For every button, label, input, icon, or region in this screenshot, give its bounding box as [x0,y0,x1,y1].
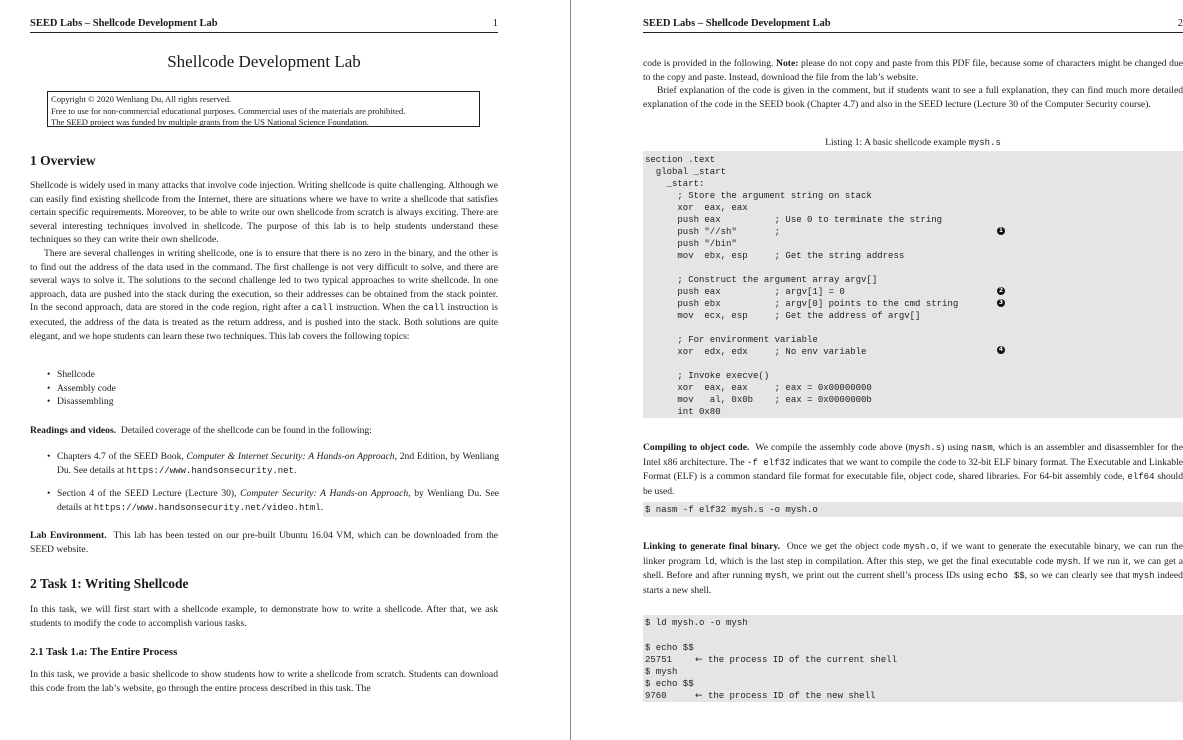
pdf-page-2 [572,0,1183,740]
terminal-line: 9760 [645,691,667,701]
overview-paragraph-1 [30,179,498,247]
marker-1-icon: 1 [998,227,1004,234]
code-listing [643,151,1183,418]
book-title: Computer & Internet Security: A Hands-on Approach [186,451,395,462]
code-line: push eax ; argv[1] = 0 [645,287,845,297]
list-item: • Assembly code [47,382,116,396]
paragraph-text: In this task, we will first start with a shellcode example, to demonstrate how to write a shellcode. After that, we ask students to modify the code to accomplish various tasks. [30,604,498,629]
book-title: Computer Security: A Hands-on Approach [240,488,409,500]
run-in-heading: Lab Environment. [30,530,107,541]
code-line: ; Construct the argument array argv[] [645,275,878,285]
code-line: int 0x80 [645,407,721,417]
note-label: Note: [776,58,799,69]
text: . If we run it, we can get a shell. Before and after running [643,555,1183,582]
caption-filename: mysh.s [968,138,1001,148]
text: indicates that we want to compile the code to 32-bit ELF binary format. The Executable and Linkable Format (ELF) is a common standard file format for executable file, object code, shared libraries. For 64-bit assembly code, [643,456,1183,483]
text: Once we get the object code [786,541,901,552]
code-line: xor edx, edx ; No env variable [645,347,867,357]
text: , which is the last step in compilation. After this step, we get the final executable code [714,555,1054,567]
url-link[interactable]: https://www.handsonsecurity.net/video.html [93,502,321,513]
terminal-line: $ echo $$ [645,679,694,689]
paragraph-text: Detailed coverage of the shellcode can be found in the following: [120,425,372,436]
list-item: • Section 4 of the SEED Lecture (Lecture 30), Computer Security: A Hands-on Approach, by Wenliang Du. See details at https://www.handsonsecurity.net/video.html. [47,487,499,515]
paragraph-text: Brief explanation of the code is given in the comment, but if students want to see a full explanation, they can find much more detailed explanation of the code in the SEED book (Chapter 4.7) and also in the SEED lecture (Lecture 30 of the Computer Security course). [643,85,1183,110]
code-line: ; For environment variable [645,335,818,345]
code-line: push eax ; Use 0 to terminate the string [645,215,943,225]
annotation-text: the process ID of the new shell [707,691,876,701]
page-number: 1 [492,18,498,29]
inline-code: echo $$ [986,571,1025,582]
text: , which is an assembler and disassembler for the Intel x86 architecture. The [643,442,1183,468]
marker-4-icon: 4 [998,346,1004,353]
pdf-page-1 [0,0,570,740]
text: , if we want to generate the executable binary, we can run the linker program [643,541,1183,567]
task1a-paragraph [30,668,498,695]
url-link[interactable]: https://www.handsonsecurity.net [126,465,294,476]
code-line: section .text [645,155,716,165]
inline-code: mysh [1132,571,1155,582]
subsection-heading-task1a: 2.1 Task 1.a: The Entire Process [30,646,178,658]
code-line: ; Invoke execve() [645,371,770,381]
run-in-heading: Linking to generate final binary. [643,541,781,552]
inline-code: call [422,303,445,314]
paragraph-text: There are several challenges in writing shellcode, one is to ensure that there is no zero in the binary, and the other is to find out the address of the data used in the command. The first challenge is not very difficult to solve, and there are several ways to solve it. The solutions to the second challenge led to two typical approaches to write shellcode. In one approach, data are pushed into the stack during the execution, so their addresses can be obtained from the stack pointer. In the second approach, data are stored in the code region, right after a [30,248,498,314]
list-item: • Chapters 4.7 of the SEED Book, Computer & Internet Security: A Hands-on Approach, 2nd Edition, by Wenliang Du. See details at https://www.handsonsecurity.net. [47,450,499,478]
terminal-line: 25751 [645,655,673,665]
text: ) using [941,442,969,453]
copyright-line: Copyright © 2020 Wenliang Du, All rights reserved. [51,94,232,104]
left-arrow-icon: ← [695,691,703,701]
annotation-text: the process ID of the current shell [707,655,897,665]
readings-list [47,450,499,515]
inline-code: mysh.o [903,542,937,552]
code-line: push "/bin" [645,239,737,249]
inline-code: mysh [765,571,787,582]
text: , 2nd Edition, by Wenliang Du. See details at [57,451,499,476]
text: , we print out the current shell’s process IDs using [786,570,984,582]
code-line: xor eax, eax [645,203,748,213]
terminal-annotation [695,690,875,702]
marker-2-icon: 2 [998,287,1004,294]
text: We compile the assembly code above ( [755,442,909,453]
text: , by Wenliang Du. See details at [57,488,499,513]
overview-paragraph-2 [30,247,498,343]
code-line: global _start [645,167,727,177]
code-line: _start: [645,179,705,189]
code-line: mov al, 0x0b ; eax = 0x0000000b [645,395,872,405]
text: , so we can clearly see that [1024,570,1131,582]
terminal-line: $ mysh [645,667,678,677]
run-in-heading: Readings and videos. [30,425,117,436]
page-divider [570,0,571,740]
text: should be used. [643,471,1183,497]
paragraph-text: In this task, we provide a basic shellcode to show students how to write a shellcode from scratch. Students can download this code from the lab’s website, go through the entire process described in this task. The [30,669,498,694]
page-header [30,18,498,33]
code-line: push ebx ; argv[0] points to the cmd string [645,299,959,309]
inline-code: mysh.s [908,443,942,453]
section-heading-overview: 1 Overview [30,153,96,168]
text: Section 4 of the SEED Lecture (Lecture 30), [57,488,237,500]
paragraph-text: Shellcode is widely used in many attacks that involve code injection. Writing shellcode is quite challenging. Although we can easily find existing shellcode from the Internet, there are situations where we have to write a shellcode that satisfies certain specific requirements. Moreover, to be able to write our own shellcode from scratch is always exciting. There are several interesting techniques involved in shellcode. The purpose of this lab is to help students understand these techniques so they can write their own shellcode. [30,180,498,246]
document-title: Shellcode Development Lab [167,52,361,71]
paragraph-text: instruction is executed, the address of the data is treated as the return address, and is pushed into the stack. Both solutions are quite elegant, and we hope students can learn these two techniques. This lab covers the following topics: [30,302,498,342]
run-in-heading: Compiling to object code. [643,442,750,453]
inline-code: ld [703,556,715,567]
code-line: xor eax, eax ; eax = 0x00000000 [645,383,872,393]
terminal-annotation [695,654,897,666]
inline-code: nasm [971,443,993,453]
paragraph-text: code is provided in the following. [643,58,774,69]
code-line: push "//sh" ; [645,227,781,237]
intro-paragraph-2 [643,84,1183,111]
intro-paragraph-1 [643,57,1183,84]
command-block [643,502,1183,517]
paragraph-text: instruction. When the [335,302,420,314]
paragraph-text: This lab has been tested on our pre-built Ubuntu 16.04 VM, which can be downloaded from the SEED website. [30,530,499,555]
lab-environment-paragraph [30,529,498,556]
task1-paragraph [30,603,498,630]
paragraph-text: please do not copy and paste from this PDF file, because some of characters might be changed due to the copy and paste. Instead, download the file from the lab’s website. [643,58,1183,83]
terminal-block [643,615,1183,702]
caption-text: Listing 1: A basic shellcode example [825,137,967,148]
command-line: $ ld mysh.o -o mysh [645,618,748,628]
text: indeed starts a new shell. [643,570,1183,596]
text: Chapters 4.7 of the SEED Book, [57,451,184,462]
marker-3-icon: 3 [998,299,1004,306]
inline-code: elf64 [1127,472,1155,483]
header-title: SEED Labs – Shellcode Development Lab [30,18,218,29]
section-heading-task1: 2 Task 1: Writing Shellcode [30,576,189,591]
terminal-line: $ echo $$ [645,643,694,653]
page-header [643,18,1183,33]
command-line: $ nasm -f elf32 mysh.s -o mysh.o [645,505,818,515]
inline-code: mysh [1056,556,1079,567]
code-line: mov ecx, esp ; Get the address of argv[] [645,311,921,321]
code-line: mov ebx, esp ; Get the string address [645,251,905,261]
readings-paragraph [30,424,498,438]
copyright-line: The SEED project was funded by multiple grants from the US National Science Foundation. [51,117,369,127]
left-arrow-icon: ← [695,655,703,665]
inline-code: -f elf32 [747,457,791,468]
header-title: SEED Labs – Shellcode Development Lab [643,18,831,29]
inline-code: call [311,303,333,314]
copyright-line: Free to use for non-commercial educational purposes. Commercial uses of the materials are prohibited. [51,105,406,116]
page-number: 2 [1177,18,1183,29]
topics-list [47,368,116,409]
list-item: • Shellcode [47,368,116,382]
listing-caption [644,137,1182,148]
compiling-paragraph [643,441,1183,498]
list-item: • Disassembling [47,395,116,409]
code-line: ; Store the argument string on stack [645,191,872,201]
copyright-box [47,91,480,127]
linking-paragraph [643,540,1183,597]
